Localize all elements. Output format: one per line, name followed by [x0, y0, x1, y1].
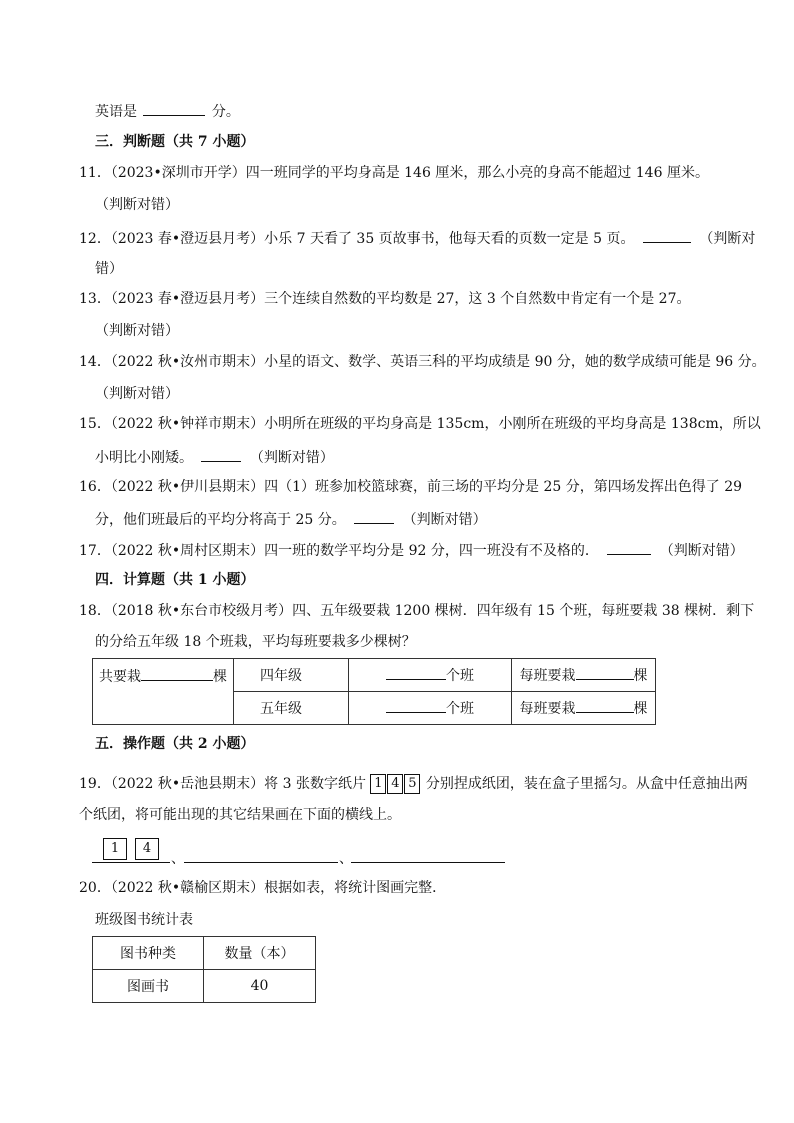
section-title-calculation: 四．计算题（共 1 小题）: [95, 572, 255, 588]
per-class-cell: [512, 659, 656, 692]
answer-blank[interactable]: [643, 228, 691, 243]
prev-unit: 分。: [211, 104, 240, 120]
q15-text-b: 小明比小刚矮。: [95, 450, 193, 466]
q15-instruction: （判断对错）: [249, 450, 334, 466]
answer-blank[interactable]: [607, 540, 651, 555]
q13-instruction: （判断对错）: [95, 323, 179, 339]
table-row: [93, 659, 656, 692]
q19-text: [79, 774, 748, 794]
q16-line2: [95, 509, 487, 529]
answer-blank[interactable]: [143, 101, 205, 116]
q17-text-main: 17．（2022 秋•周村区期末）四一班的数学平均分是 92 分，四一班没有不及格的．: [79, 543, 599, 559]
q18-text-b: 的分给五年级 18 个班栽，平均每班要栽多少棵树？: [95, 634, 416, 650]
separator: 、: [339, 851, 353, 867]
table-header: 数量（本）: [204, 937, 316, 970]
per-class-label: 每班要栽: [519, 668, 576, 684]
q18-text: 18．（2018 秋•东台市校级月考）四、五年级要栽 1200 棵树．四年级有 15 个班，每班要栽 38 棵树．剩下: [79, 603, 755, 619]
q16-text-b: 分，他们班最后的平均分将高于 25 分。: [95, 512, 346, 528]
q19-text-rest: 分别捏成纸团，装在盒子里摇匀。从盒中任意抽出两: [425, 776, 748, 792]
per-class-unit: 棵: [633, 668, 648, 684]
answer-line[interactable]: [184, 862, 338, 863]
answer-blank[interactable]: [386, 698, 446, 713]
table-cell: 40: [204, 970, 316, 1003]
q11-text: 11．（2023•深圳市开学）四一班同学的平均身高是 146 厘米，那么小亮的身高不能超过 146 厘米。: [79, 165, 709, 181]
q15-line2: [95, 447, 334, 467]
q14-text: 14．（2022 秋•汝州市期末）小星的语文、数学、英语三科的平均成绩是 90 分，她的数学成绩可能是 96 分。: [79, 354, 766, 370]
answer-blank[interactable]: [576, 665, 634, 680]
answer-blank[interactable]: [201, 447, 241, 462]
table-header: 图书种类: [93, 937, 204, 970]
q11-instruction: （判断对错）: [95, 197, 179, 213]
q12-text: [79, 228, 755, 248]
classes-cell: [349, 692, 512, 725]
q20-text: 20．（2022 秋•赣榆区期末）根据如表，将统计图画完整．: [79, 880, 447, 896]
number-card: 4: [387, 774, 403, 794]
total-unit: 棵: [213, 669, 227, 685]
answer-blank[interactable]: [386, 665, 446, 680]
answer-blank[interactable]: [576, 698, 634, 713]
q12-text-main: 12．（2023 春•澄迈县月考）小乐 7 天看了 35 页故事书，他每天看的页数一定是 5 页。: [79, 231, 635, 247]
section-title-judgment: 三．判断题（共 7 小题）: [95, 134, 255, 150]
q12-instruction-a: （判断对: [699, 231, 756, 247]
q12-instruction-b: 错）: [95, 261, 123, 277]
prev-text: 英语是: [95, 104, 137, 120]
number-card: 1: [370, 774, 386, 794]
q16-instruction: （判断对错）: [402, 512, 487, 528]
q15-text: 15．（2022 秋•钟祥市期末）小明所在班级的平均身高是 135cm，小刚所在班级的平均身高是 138cm，所以: [79, 416, 761, 432]
q17-text: [79, 540, 744, 560]
q14-instruction: （判断对错）: [95, 386, 179, 402]
answer-blank[interactable]: [141, 666, 213, 681]
table-row: [93, 937, 316, 970]
q19-text-main: 19．（2022 秋•岳池县期末）将 3 张数字纸片: [79, 776, 366, 792]
classes-cell: [349, 659, 512, 692]
grade-cell: 四年级: [234, 659, 349, 692]
classes-unit: 个班: [446, 668, 474, 684]
q13-text: 13．（2023 春•澄迈县月考）三个连续自然数的平均数是 27，这 3 个自然数中肯定有一个是 27。: [79, 291, 691, 307]
separator: 、: [171, 851, 185, 867]
per-class-cell: [512, 692, 656, 725]
answer-card: 4: [135, 838, 159, 860]
q19-text-b: 个纸团，将可能出现的其它结果画在下面的横线上。: [79, 807, 401, 823]
q16-text: 16．（2022 秋•伊川县期末）四（1）班参加校篮球赛，前三场的平均分是 25 分，第四场发挥出色得了 29: [79, 479, 743, 495]
answer-blank[interactable]: [354, 509, 394, 524]
answer-line[interactable]: [92, 862, 170, 863]
table-row: [93, 970, 316, 1003]
q20-table-title: 班级图书统计表: [95, 912, 193, 928]
answer-line[interactable]: [351, 862, 505, 863]
grade-cell: 五年级: [234, 692, 349, 725]
q20-table: [92, 936, 316, 1003]
q17-instruction: （判断对错）: [659, 543, 744, 559]
q18-table: [92, 658, 656, 725]
per-class-label: 每班要栽: [519, 701, 576, 717]
total-cell: [93, 659, 234, 725]
answer-card: 1: [103, 838, 127, 860]
per-class-unit: 棵: [633, 701, 648, 717]
number-card: 5: [404, 774, 420, 794]
section-title-operation: 五．操作题（共 2 小题）: [95, 736, 255, 752]
table-cell: 图画书: [93, 970, 204, 1003]
classes-unit: 个班: [446, 701, 474, 717]
prev-answer-line: [95, 101, 240, 121]
total-label: 共要栽: [99, 669, 141, 685]
